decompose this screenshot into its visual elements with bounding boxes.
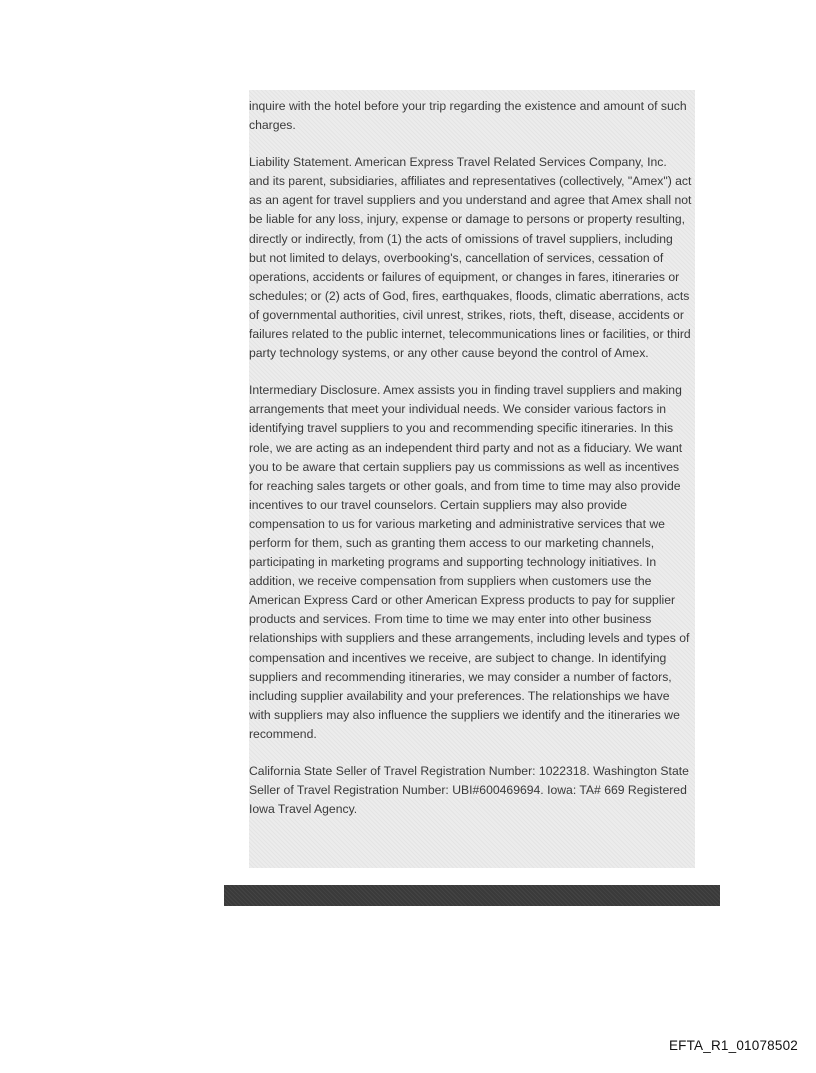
email-footer-bar [224, 885, 720, 906]
text-line: charges. [249, 118, 296, 133]
text-line: compensation and incentives we receive, are subject to change. In identifying [249, 650, 667, 665]
text-line: Seller of Travel Registration Number: UBI#600469694. Iowa: TA# 669 Registered [249, 783, 687, 798]
paragraph-registration-numbers [249, 762, 695, 819]
paragraph-hotel-charges [249, 97, 695, 135]
text-line: recommend. [249, 726, 317, 741]
text-line: failures related to the public internet, telecommunications lines or facilities, or third [249, 327, 691, 342]
text-line: party technology systems, or any other cause beyond the control of Amex. [249, 346, 649, 361]
text-line: Liability Statement. American Express Travel Related Services Company, Inc. [249, 155, 667, 170]
text-line: identifying travel suppliers to you and recommending specific itineraries. In this [249, 421, 674, 436]
text-line: including supplier availability and your preferences. The relationships we have [249, 688, 670, 703]
text-line: with suppliers may also influence the suppliers we identify and the itineraries we [249, 707, 680, 722]
text-line: you to be aware that certain suppliers pay us commissions as well as incentives [249, 459, 680, 474]
text-line: suppliers and recommending itineraries, we may consider a number of factors, [249, 669, 672, 684]
text-line: and its parent, subsidiaries, affiliates and representatives (collectively, "Amex") act [249, 174, 692, 189]
paragraph-liability-statement [249, 153, 695, 363]
text-line: addition, we receive compensation from suppliers when customers use the [249, 574, 652, 589]
email-body-panel [249, 90, 695, 868]
text-line: schedules; or (2) acts of God, fires, earthquakes, floods, climatic aberrations, acts [249, 288, 690, 303]
text-line: products and services. From time to time we may enter into other business [249, 612, 652, 627]
bates-number: EFTA_R1_01078502 [668, 1038, 798, 1053]
text-line: California State Seller of Travel Registration Number: 1022318. Washington State [249, 764, 689, 778]
text-line: arrangements that meet your individual needs. We consider various factors in [249, 402, 667, 417]
text-line: inquire with the hotel before your trip regarding the existence and amount of such [249, 99, 687, 113]
text-line: Intermediary Disclosure. Amex assists you in finding travel suppliers and making [249, 383, 682, 398]
text-line: operations, accidents or failures of equipment, or changes in fares, itineraries or [249, 269, 680, 284]
text-line: American Express Card or other American Express products to pay for supplier [249, 593, 676, 608]
text-line: for reaching sales targets or other goals, and from time to time may also provide [249, 478, 681, 493]
text-line: participating in marketing programs and supporting technology initiatives. In [249, 555, 657, 570]
text-line: directly or indirectly, from (1) the acts of omissions of travel suppliers, including [249, 231, 673, 246]
text-line: incentives to our travel counselors. Certain suppliers may also provide [249, 497, 627, 512]
paragraph-intermediary-disclosure [249, 381, 695, 744]
text-line: role, we are acting as an independent third party and not as a fiduciary. We want [249, 440, 683, 455]
text-line: as an agent for travel suppliers and you understand and agree that Amex shall not [249, 193, 692, 208]
text-line: but not limited to delays, overbooking's, cancellation of services, cessation of [249, 250, 664, 265]
text-line: compensation to us for various marketing and administrative services that we [249, 516, 665, 531]
text-line: relationships with suppliers and these arrangements, including levels and types of [249, 631, 690, 646]
text-line: of governmental authorities, civil unrest, strikes, riots, theft, disease, accidents or [249, 307, 684, 322]
text-line: be liable for any loss, injury, expense or damage to persons or property resulting, [249, 212, 686, 227]
text-line: Iowa Travel Agency. [249, 802, 358, 817]
text-line: perform for them, such as granting them access to our marketing channels, [249, 535, 655, 550]
